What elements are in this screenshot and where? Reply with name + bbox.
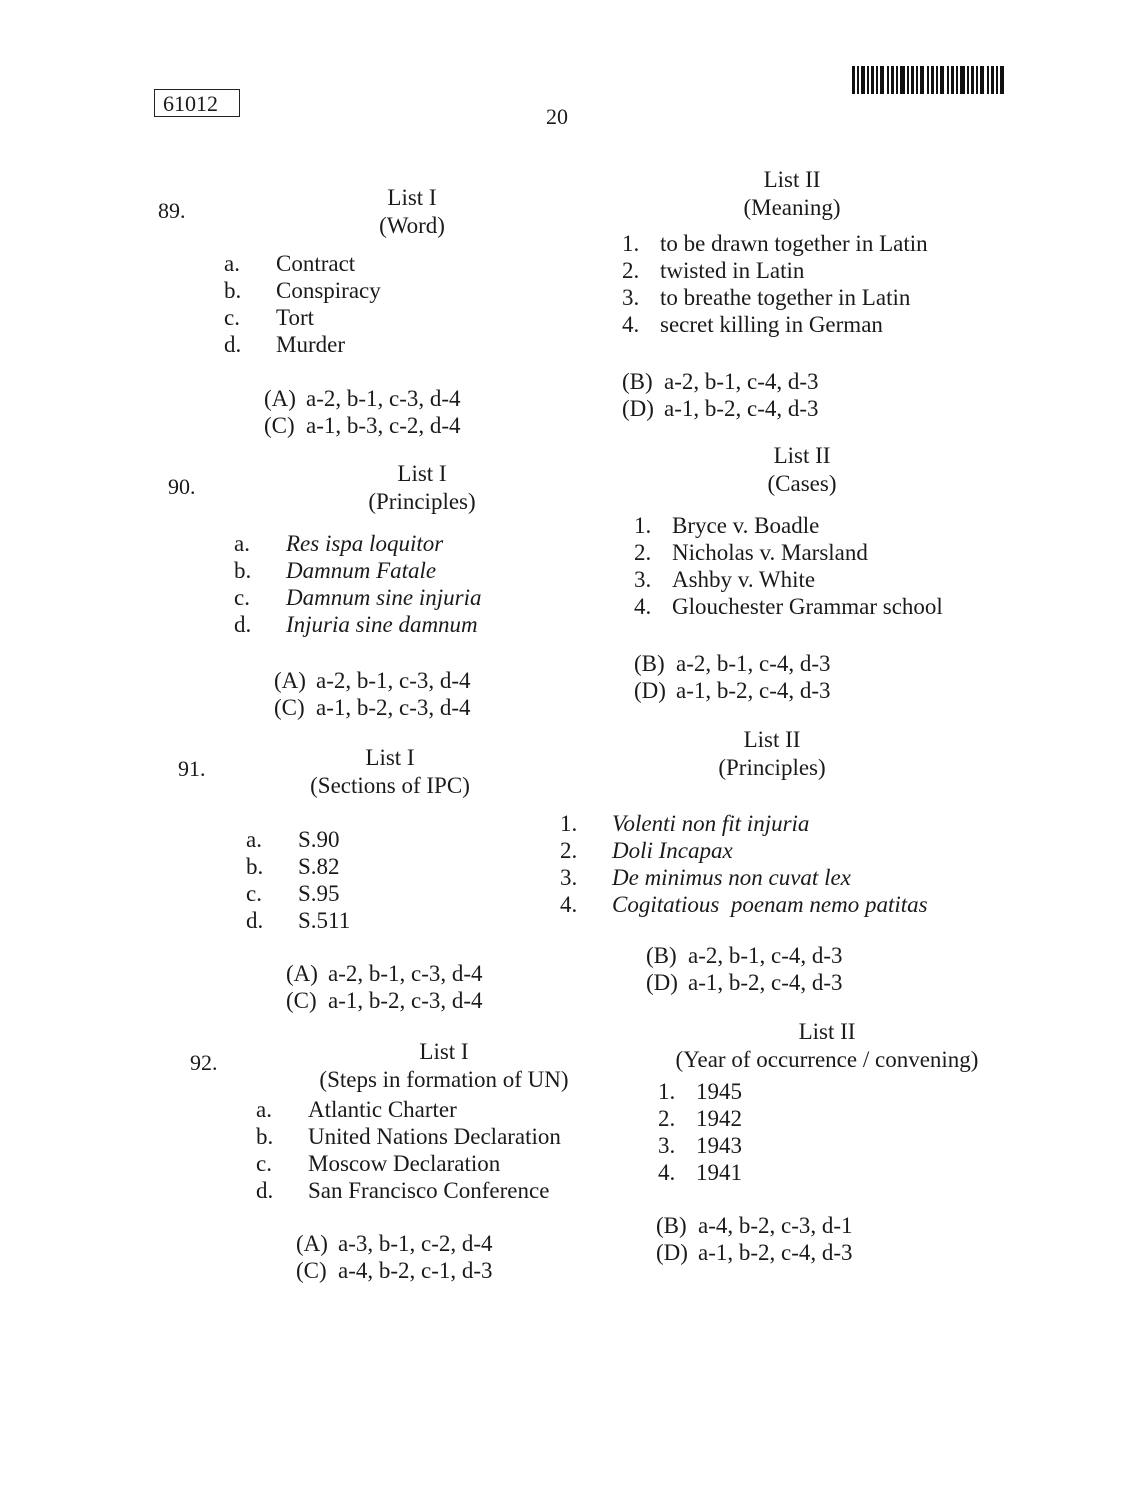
options-right (656, 1212, 853, 1266)
list1-title: List I (419, 1039, 469, 1064)
options-left (286, 960, 483, 1014)
list-item: c. Moscow Declaration (256, 1151, 501, 1176)
option-c[interactable]: (C) a-1, b-2, c-3, d-4 (274, 695, 471, 720)
list-item: a. Res ispa loquitor (234, 531, 444, 556)
option-a[interactable]: (A) a-2, b-1, c-3, d-4 (264, 386, 461, 411)
list-item: d. San Francisco Conference (256, 1178, 550, 1203)
list-item: d. S.511 (246, 908, 351, 933)
paper-code: 61012 (154, 89, 240, 117)
option-d[interactable]: (D) a-1, b-2, c-4, d-3 (646, 970, 843, 995)
options-left (296, 1230, 493, 1284)
option-c[interactable]: (C) a-4, b-2, c-1, d-3 (296, 1258, 493, 1283)
list1-heading (282, 184, 542, 240)
list-item: a. S.90 (246, 827, 340, 852)
question-number: 91. (178, 756, 206, 781)
option-a[interactable]: (A) a-3, b-1, c-2, d-4 (296, 1231, 493, 1256)
list-item: 2. Doli Incapax (560, 838, 733, 863)
list2-title: List II (773, 443, 831, 468)
option-c[interactable]: (C) a-1, b-3, c-2, d-4 (264, 413, 461, 438)
options-right (646, 942, 843, 996)
option-d[interactable]: (D) a-1, b-2, c-4, d-3 (634, 678, 831, 703)
list1-title: List I (397, 461, 447, 486)
list2-subtitle: (Meaning) (743, 195, 841, 220)
list-item: b. United Nations Declaration (256, 1124, 561, 1149)
list-item: 4. 1941 (658, 1160, 742, 1185)
list-item: a. Atlantic Charter (256, 1097, 457, 1122)
list1-heading (260, 744, 520, 800)
option-d[interactable]: (D) a-1, b-2, c-4, d-3 (656, 1240, 853, 1265)
options-left (274, 667, 471, 721)
list-item: d. Injuria sine damnum (234, 612, 478, 637)
list2-items (658, 1078, 742, 1186)
page-number: 20 (546, 104, 568, 129)
option-a[interactable]: (A) a-2, b-1, c-3, d-4 (274, 668, 471, 693)
option-b[interactable]: (B) a-4, b-2, c-3, d-1 (656, 1213, 853, 1238)
list1-subtitle: (Principles) (368, 489, 476, 514)
question-number: 90. (168, 474, 196, 499)
list1-items (256, 1096, 561, 1204)
option-b[interactable]: (B) a-2, b-1, c-4, d-3 (622, 369, 819, 394)
list-item: b. Conspiracy (224, 278, 381, 303)
list1-title: List I (365, 745, 415, 770)
options-left (264, 385, 461, 439)
list2-title: List II (763, 167, 821, 192)
option-d[interactable]: (D) a-1, b-2, c-4, d-3 (622, 396, 819, 421)
option-a[interactable]: (A) a-2, b-1, c-3, d-4 (286, 961, 483, 986)
list2-heading (662, 166, 922, 222)
list1-subtitle: (Steps in formation of UN) (319, 1067, 569, 1092)
list1-heading (292, 460, 552, 516)
options-right (634, 650, 831, 704)
list-item: 4. secret killing in German (622, 312, 883, 337)
list2-subtitle: (Principles) (718, 755, 826, 780)
list-item: 2. 1942 (658, 1106, 742, 1131)
list-item: 4. Glouchester Grammar school (634, 594, 943, 619)
list2-heading (672, 1018, 982, 1074)
list-item: 3. De minimus non cuvat lex (560, 865, 851, 890)
list1-items (224, 250, 381, 358)
list1-items (246, 826, 350, 934)
list-item: 3. 1943 (658, 1133, 742, 1158)
barcode (852, 66, 1004, 94)
list-item: 4. Cogitatious poenam nemo patitas (560, 892, 928, 917)
list2-heading (672, 442, 932, 498)
list2-items (560, 810, 928, 918)
list-item: 2. Nicholas v. Marsland (634, 540, 868, 565)
list1-title: List I (387, 185, 437, 210)
list-item: a. Contract (224, 251, 356, 276)
option-b[interactable]: (B) a-2, b-1, c-4, d-3 (634, 651, 831, 676)
option-c[interactable]: (C) a-1, b-2, c-3, d-4 (286, 988, 483, 1013)
list2-title: List II (798, 1019, 856, 1044)
list-item: b. Damnum Fatale (234, 558, 437, 583)
list-item: 1. Volenti non fit injuria (560, 811, 810, 836)
list-item: d. Murder (224, 332, 345, 357)
list-item: 1. to be drawn together in Latin (622, 231, 928, 256)
list2-subtitle: (Year of occurrence / convening) (675, 1047, 979, 1072)
list-item: 1. 1945 (658, 1079, 742, 1104)
list-item: 2. twisted in Latin (622, 258, 805, 283)
option-b[interactable]: (B) a-2, b-1, c-4, d-3 (646, 943, 843, 968)
list-item: 3. to breathe together in Latin (622, 285, 911, 310)
list2-heading (642, 726, 902, 782)
list1-subtitle: (Word) (379, 213, 445, 238)
list-item: c. Damnum sine injuria (234, 585, 482, 610)
list-item: 3. Ashby v. White (634, 567, 816, 592)
list-item: 1. Bryce v. Boadle (634, 513, 820, 538)
list2-items (622, 230, 928, 338)
list1-heading (314, 1038, 574, 1094)
question-number: 89. (158, 198, 186, 223)
list-item: b. S.82 (246, 854, 340, 879)
list1-items (234, 530, 482, 638)
list2-subtitle: (Cases) (767, 471, 837, 496)
list-item: c. S.95 (246, 881, 340, 906)
list-item: c. Tort (224, 305, 314, 330)
list2-items (634, 512, 943, 620)
list2-title: List II (743, 727, 801, 752)
options-right (622, 368, 819, 422)
list1-subtitle: (Sections of IPC) (310, 773, 470, 798)
question-number: 92. (190, 1050, 218, 1075)
